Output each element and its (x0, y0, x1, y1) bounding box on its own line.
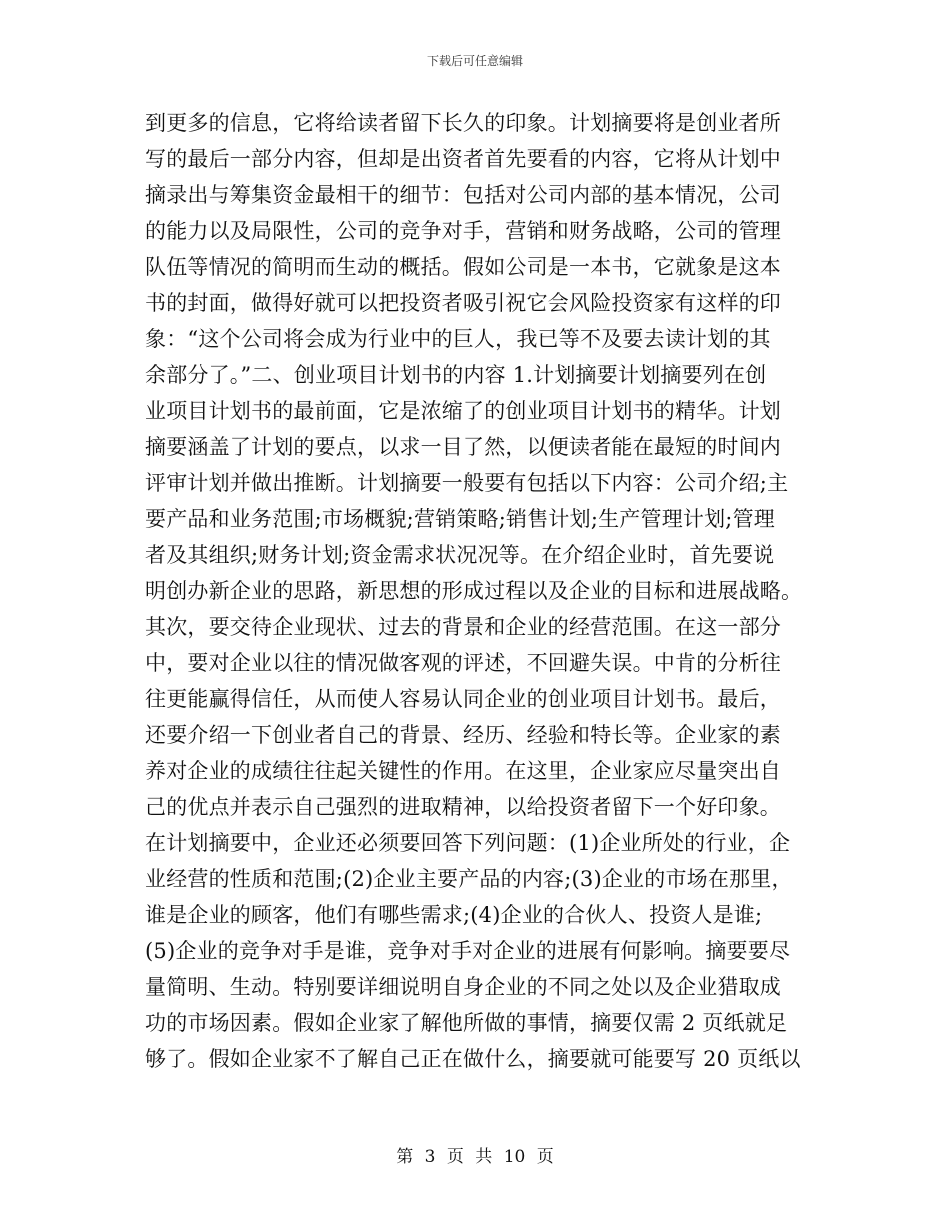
text-line: 者及其组织;财务计划;资金需求状况况等。在介绍企业时，首先要说 (145, 543, 775, 567)
text-line: 其次，要交待企业现状、过去的背景和企业的经营范围。在这一部分 (145, 615, 781, 639)
text-line: 队伍等情况的简明而生动的概括。假如公司是一本书，它就象是这本 (145, 255, 781, 279)
text-line: (5)企业的竞争对手是谁，竞争对手对企业的进展有何影响。摘要要尽 (145, 939, 791, 963)
text-line: 到更多的信息，它将给读者留下长久的印象。计划摘要将是创业者所 (145, 111, 781, 135)
text-line: 己的优点并表示自己强烈的进取精神，以给投资者留下一个好印象。 (145, 795, 781, 819)
page-header: 下载后可任意编辑 (426, 54, 523, 68)
text-line: 明创办新企业的思路，新思想的形成过程以及企业的目标和进展战略。 (145, 579, 803, 603)
text-line: 余部分了。”二、创业项目计划书的内容 1.计划摘要计划摘要列在创 (145, 363, 767, 387)
text-line: 评审计划并做出推断。计划摘要一般要有包括以下内容：公司介绍;主 (145, 471, 789, 495)
text-line: 业项目计划书的最前面，它是浓缩了的创业项目计划书的精华。计划 (145, 399, 781, 423)
text-line: 够了。假如企业家不了解自己正在做什么，摘要就可能要写 20 页纸以 (145, 1047, 801, 1071)
text-line: 往更能赢得信任，从而使人容易认同企业的创业项目计划书。最后， (145, 687, 781, 711)
text-line: 在计划摘要中，企业还必须要回答下列问题：(1)企业所处的行业，企 (145, 831, 791, 855)
text-line: 养对企业的成绩往往起关键性的作用。在这里，企业家应尽量突出自 (145, 759, 781, 783)
text-line: 还要介绍一下创业者自己的背景、经历、经验和特长等。企业家的素 (145, 723, 781, 747)
text-line: 功的市场因素。假如企业家了解他所做的事情，摘要仅需 2 页纸就足 (145, 1011, 788, 1035)
text-line: 量简明、生动。特别要详细说明自身企业的不同之处以及企业猎取成 (145, 975, 781, 999)
text-line: 摘录出与筹集资金最相干的细节：包括对公司内部的基本情况，公司 (145, 183, 781, 207)
page-number-footer: 第 3 页 共 10 页 (396, 1147, 554, 1167)
text-line: 写的最后一部分内容，但却是出资者首先要看的内容，它将从计划中 (145, 147, 781, 171)
text-line: 象：“这个公司将会成为行业中的巨人，我已等不及要去读计划的其 (145, 327, 771, 351)
text-line: 中，要对企业以往的情况做客观的评述，不回避失误。中肯的分析往 (145, 651, 781, 675)
text-line: 摘要涵盖了计划的要点，以求一目了然，以便读者能在最短的时间内 (145, 435, 781, 459)
text-line: 的能力以及局限性，公司的竞争对手，营销和财务战略，公司的管理 (145, 219, 781, 243)
text-line: 书的封面，做得好就可以把投资者吸引祝它会风险投资家有这样的印 (145, 291, 781, 315)
body-text (145, 105, 807, 1077)
text-line: 要产品和业务范围;市场概貌;营销策略;销售计划;生产管理计划;管理 (145, 507, 775, 531)
text-line: 谁是企业的顾客，他们有哪些需求;(4)企业的合伙人、投资人是谁; (145, 903, 763, 927)
text-line: 业经营的性质和范围;(2)企业主要产品的内容;(3)企业的市场在那里， (145, 867, 793, 891)
